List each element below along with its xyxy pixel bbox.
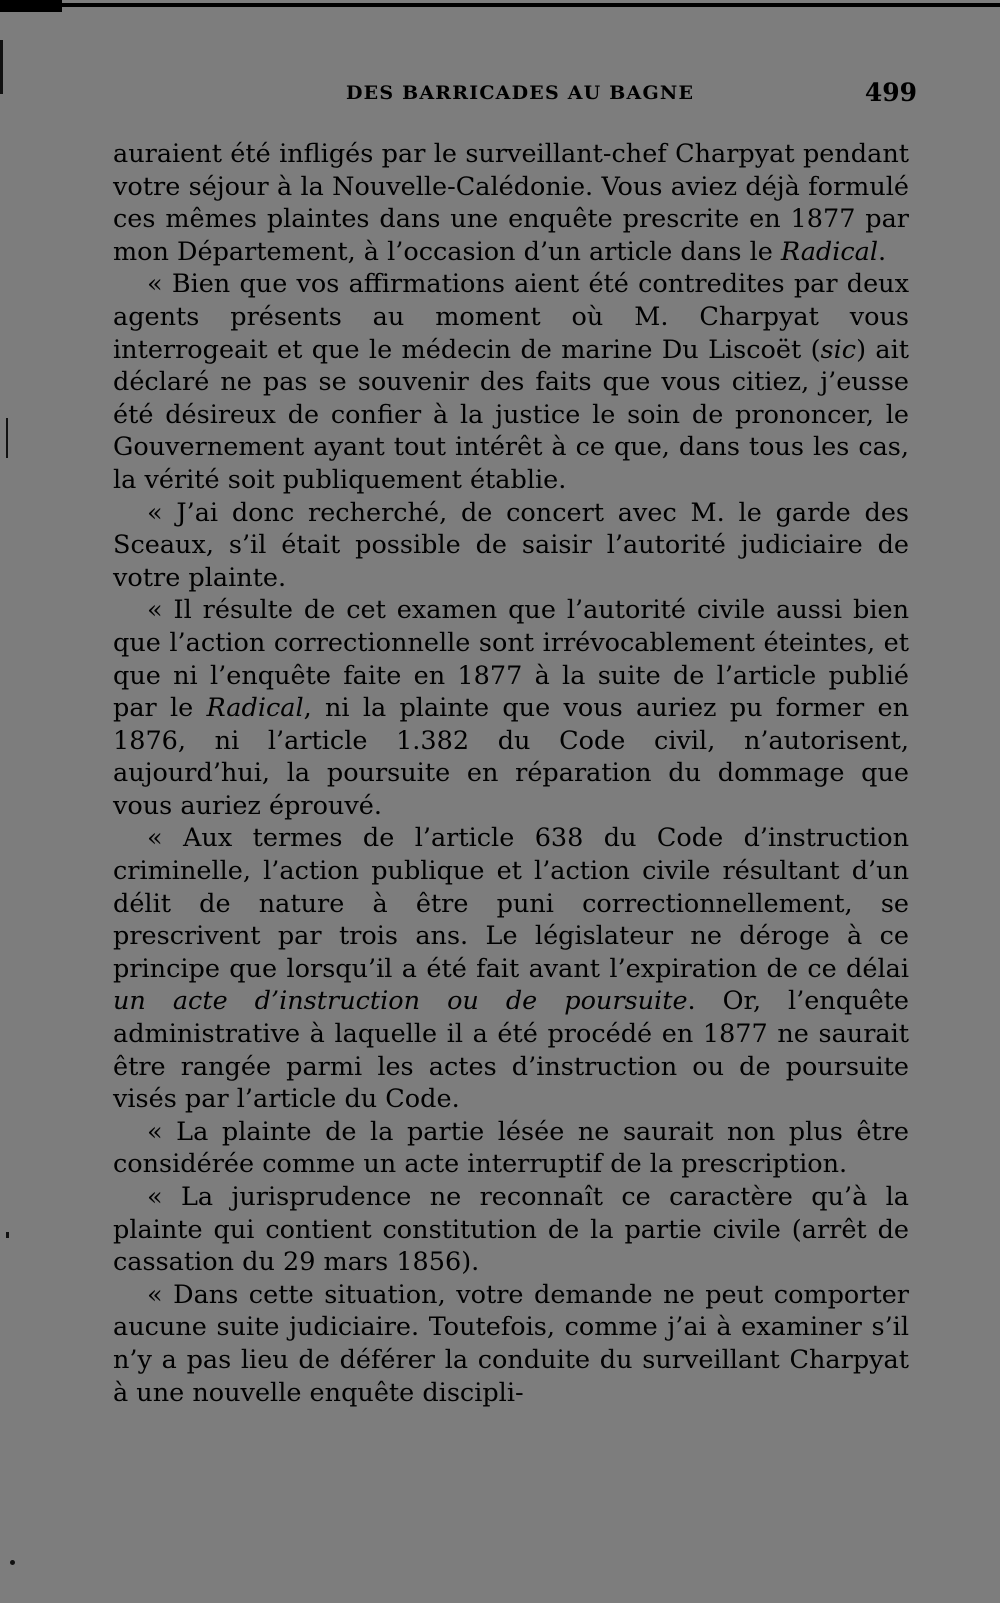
body-text (113, 138, 909, 1409)
text-run: . (878, 236, 887, 267)
italic-text: Radical (206, 693, 304, 724)
text-run: « La plainte de la partie lésée ne saurait non plus être considérée comme un acte interruptif de la prescription. (113, 1116, 909, 1180)
margin-mark-left-1 (6, 418, 8, 458)
text-run: ) ait déclaré ne pas se souvenir des faits que vous citiez, j’eusse été désireux de confier à la justice le soin de prononcer, le Gouvernement ayant tout intérêt à ce que, dans tous les cas, la vérité soit publiquement établie. (113, 334, 909, 495)
paragraph (113, 1181, 909, 1279)
text-run: « Il résulte de cet examen que l’autorité civile aussi bien que l’action correctionnelle sont irrévocablement éteintes, et que ni l’enquête faite en 1877 à la suite de l’article publié par le (113, 595, 909, 724)
top-rule (0, 3, 1000, 7)
text-run: auraient été infligés par le surveillant-chef Charpyat pendant votre séjour à la Nouvelle-Calédonie. Vous aviez déjà formulé ces mêmes plaintes dans une enquête prescrite en 1877 par mon Département, à l’occasion d’un article dans le (113, 139, 909, 267)
paragraph (113, 268, 909, 496)
paragraph (113, 822, 909, 1115)
paragraph (113, 594, 909, 822)
running-head: DES BARRICADES AU BAGNE (346, 82, 695, 104)
italic-text: Radical (780, 236, 879, 267)
text-run: « Bien que vos affirmations aient été contredites par deux agents présents au moment où M. Charpyat vous interrogeait et que le médecin de marine Du Liscoët ( (113, 269, 909, 365)
paragraph (113, 138, 909, 268)
paragraph (113, 1116, 909, 1181)
italic-text: sic (820, 334, 857, 365)
page-number: 499 (864, 78, 917, 107)
paragraph (113, 497, 909, 595)
text-run: « Aux termes de l’article 638 du Code d’instruction criminelle, l’action publique et l’action civile résultant d’un délit de nature à être puni correctionnellement, se prescrivent par trois ans. Le législateur ne déroge à ce principe que lorsqu’il a été fait avant l’expiration de ce délai (113, 823, 909, 984)
margin-mark-left-3 (10, 1560, 15, 1565)
top-rule-edge (0, 0, 62, 12)
paragraph (113, 1279, 909, 1409)
italic-text: un acte d’instruction ou de poursuite (113, 986, 688, 1017)
margin-mark-top (0, 40, 3, 94)
text-run: « La jurisprudence ne reconnaît ce caractère qu’à la plainte qui contient constitution de la partie civile (arrêt de cassation du 29 mars 1856). (113, 1182, 909, 1278)
text-run: « J’ai donc recherché, de concert avec M. le garde des Sceaux, s’il était possible de saisir l’autorité judiciaire de votre plainte. (113, 497, 909, 593)
text-run: . Or, l’enquête administrative à laquelle il a été procédé en 1877 ne saurait être rangée parmi les actes d’instruction ou de poursuite visés par l’article du Code. (113, 986, 909, 1115)
text-run: « Dans cette situation, votre demande ne peut comporter aucune suite judiciaire. Toutefois, comme j’ai à examiner s’il n’y a pas lieu de déférer la conduite du surveillant Charpyat à une nouvelle enquête discipli- (113, 1279, 909, 1408)
page-header (113, 78, 917, 108)
margin-mark-left-2 (6, 1232, 9, 1238)
text-run: , ni la plainte que vous auriez pu former en 1876, ni l’article 1.382 du Code civil, n’autorisent, aujourd’hui, la poursuite en réparation du dommage que vous auriez éprouvé. (113, 693, 909, 821)
